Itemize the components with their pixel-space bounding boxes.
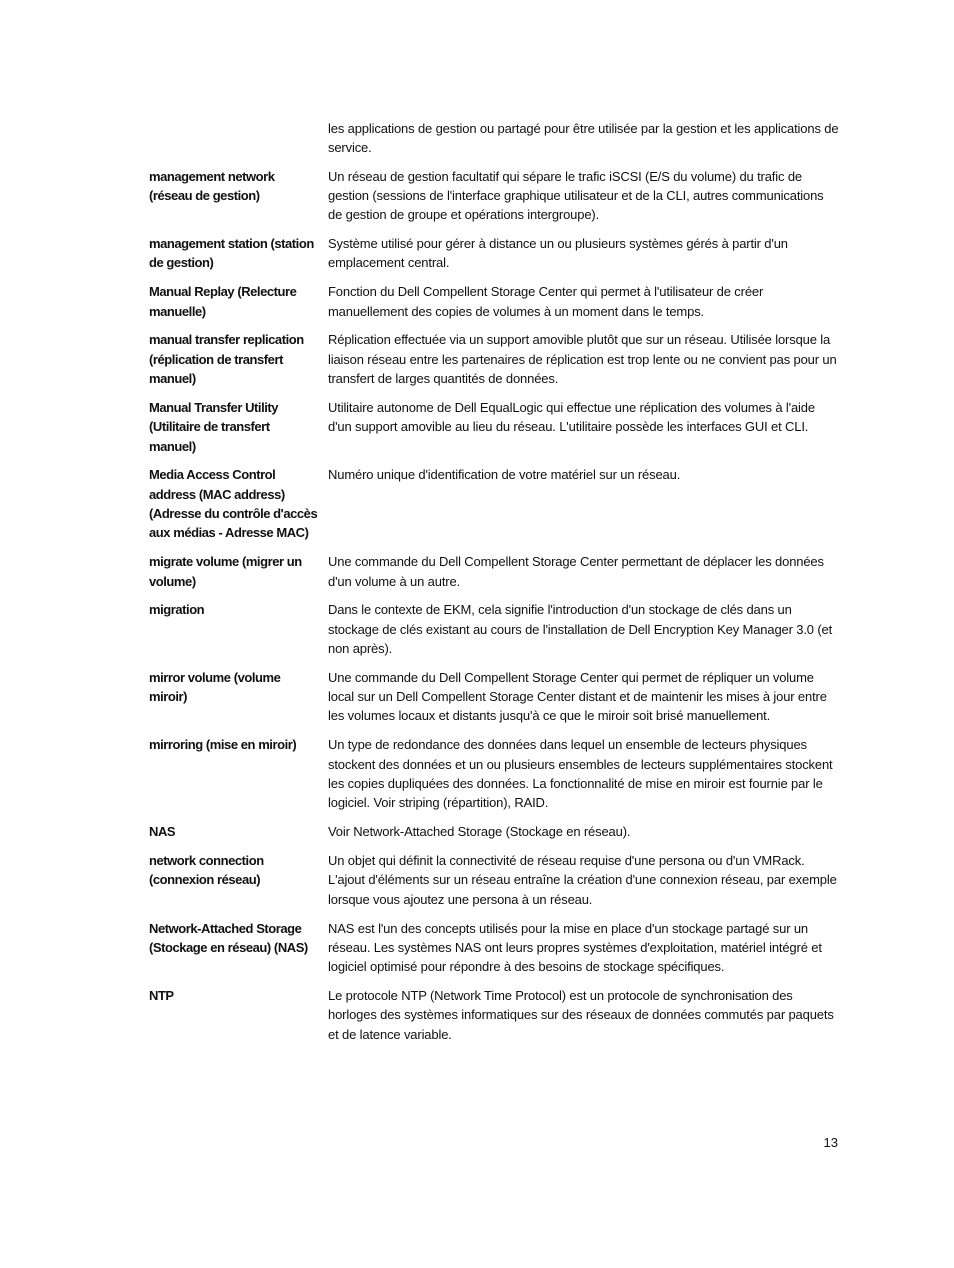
glossary-list — [149, 119, 841, 1053]
glossary-term: mirroring (mise en miroir) — [149, 737, 297, 753]
page-number: 13 — [823, 1135, 838, 1150]
glossary-term: migrate volume (migrer un volume) — [149, 554, 302, 589]
continued-definition: les applications de gestion ou partagé pour être utilisée par la gestion et les applications de service. — [328, 121, 839, 156]
glossary-term: Media Access Control address (MAC address) (Adresse du contrôle d'accès aux médias - Adresse MAC) — [149, 467, 318, 541]
glossary-definition: Fonction du Dell Compellent Storage Center qui permet à l'utilisateur de créer manuellement des copies de volumes à un moment dans le temps. — [328, 284, 764, 319]
glossary-term: NAS — [149, 824, 176, 840]
glossary-definition: Un objet qui définit la connectivité de réseau requise d'une persona ou d'un VMRack. L'ajout d'éléments sur un réseau entraîne la création d'une connexion réseau, par exemple lorsque vous ajoutez une persona à un réseau. — [328, 853, 837, 907]
glossary-term: migration — [149, 602, 205, 618]
glossary-definition: NAS est l'un des concepts utilisés pour la mise en place d'un stockage partagé sur un réseau. Les systèmes NAS ont leurs propres systèmes d'exploitation, matériel intégré et logiciel optimisé pour répondre à des besoins de stockage spécifiques. — [328, 920, 822, 975]
glossary-entry-manual-replay — [149, 282, 841, 321]
glossary-definition: Dans le contexte de EKM, cela signifie l'introduction d'un stockage de clés dans un stockage de clés existant au cours de l'installation de Dell Encryption Key Manager 3.0 (et non après). — [328, 602, 833, 656]
glossary-definition: Système utilisé pour gérer à distance un ou plusieurs systèmes gérés à partir d'un emplacement central. — [328, 236, 788, 271]
glossary-entry-nas — [149, 822, 841, 841]
glossary-entry-network-attached-storage — [149, 919, 841, 977]
glossary-definition: Utilitaire autonome de Dell EqualLogic qui effectue une réplication des volumes à l'aide d'un support amovible au lieu du réseau. L'utilitaire possède les interfaces GUI et CLI. — [328, 399, 815, 435]
glossary-term: manual transfer replication (réplication de transfert manuel) — [149, 332, 304, 387]
glossary-definition: Un réseau de gestion facultatif qui sépare le trafic iSCSI (E/S du volume) du trafic de gestion (sessions de l'interface graphique utilisateur et de la CLI, autres communications de gestion de groupe et opérations intergroupe). — [328, 168, 824, 223]
glossary-definition: Une commande du Dell Compellent Storage Center qui permet de répliquer un volume local sur un Dell Compellent Storage Center distant et de maintenir les mises à jour entre les volumes locaux et distants jusqu'à ce que le miroir soit brisé manuellement. — [328, 669, 827, 724]
glossary-term: management network (réseau de gestion) — [149, 168, 275, 203]
glossary-entry-network-connection — [149, 851, 841, 909]
glossary-definition: Réplication effectuée via un support amovible plutôt que sur un réseau. Utilisée lorsque la liaison réseau entre les partenaires de réplication est trop lente ou ne convient pas pour un transfert de larges quantités de données. — [328, 332, 837, 387]
glossary-definition: Un type de redondance des données dans lequel un ensemble de lecteurs physiques stockent des données et un ou plusieurs ensembles de lecteurs supplémentaires stockent les copies dupliquées des données. La fonctionnalité de mise en miroir est fournie par le logiciel. Voir striping (répartition), RAID. — [328, 737, 833, 811]
glossary-entry-migrate-volume — [149, 552, 841, 591]
glossary-term: network connection (connexion réseau) — [149, 853, 264, 888]
glossary-entry-manual-transfer-utility — [149, 398, 841, 456]
glossary-definition: Numéro unique d'identification de votre matériel sur un réseau. — [328, 467, 681, 483]
glossary-term: Manual Transfer Utility (Utilitaire de transfert manuel) — [149, 399, 279, 454]
glossary-definition: Une commande du Dell Compellent Storage Center permettant de déplacer les données d'un volume à un autre. — [328, 554, 824, 589]
glossary-definition: Le protocole NTP (Network Time Protocol) est un protocole de synchronisation des horloges des systèmes informatiques sur des réseaux de données commutés par paquets et de latence variable. — [328, 988, 834, 1042]
glossary-entry-mirroring — [149, 735, 841, 812]
glossary-term: Network-Attached Storage (Stockage en réseau) (NAS) — [149, 920, 308, 955]
glossary-term: management station (station de gestion) — [149, 236, 314, 271]
glossary-entry-mirror-volume — [149, 668, 841, 726]
glossary-entry-ntp — [149, 986, 841, 1044]
glossary-term: Manual Replay (Relecture manuelle) — [149, 284, 297, 319]
glossary-entry-management-station — [149, 234, 841, 273]
glossary-term: NTP — [149, 988, 174, 1003]
glossary-entry-manual-transfer-replication — [149, 330, 841, 388]
glossary-definition: Voir Network-Attached Storage (Stockage en réseau). — [328, 824, 631, 840]
glossary-entry-migration — [149, 600, 841, 658]
glossary-term: mirror volume (volume miroir) — [149, 669, 281, 705]
glossary-entry-management-network — [149, 167, 841, 225]
glossary-entry-mac-address — [149, 465, 841, 542]
